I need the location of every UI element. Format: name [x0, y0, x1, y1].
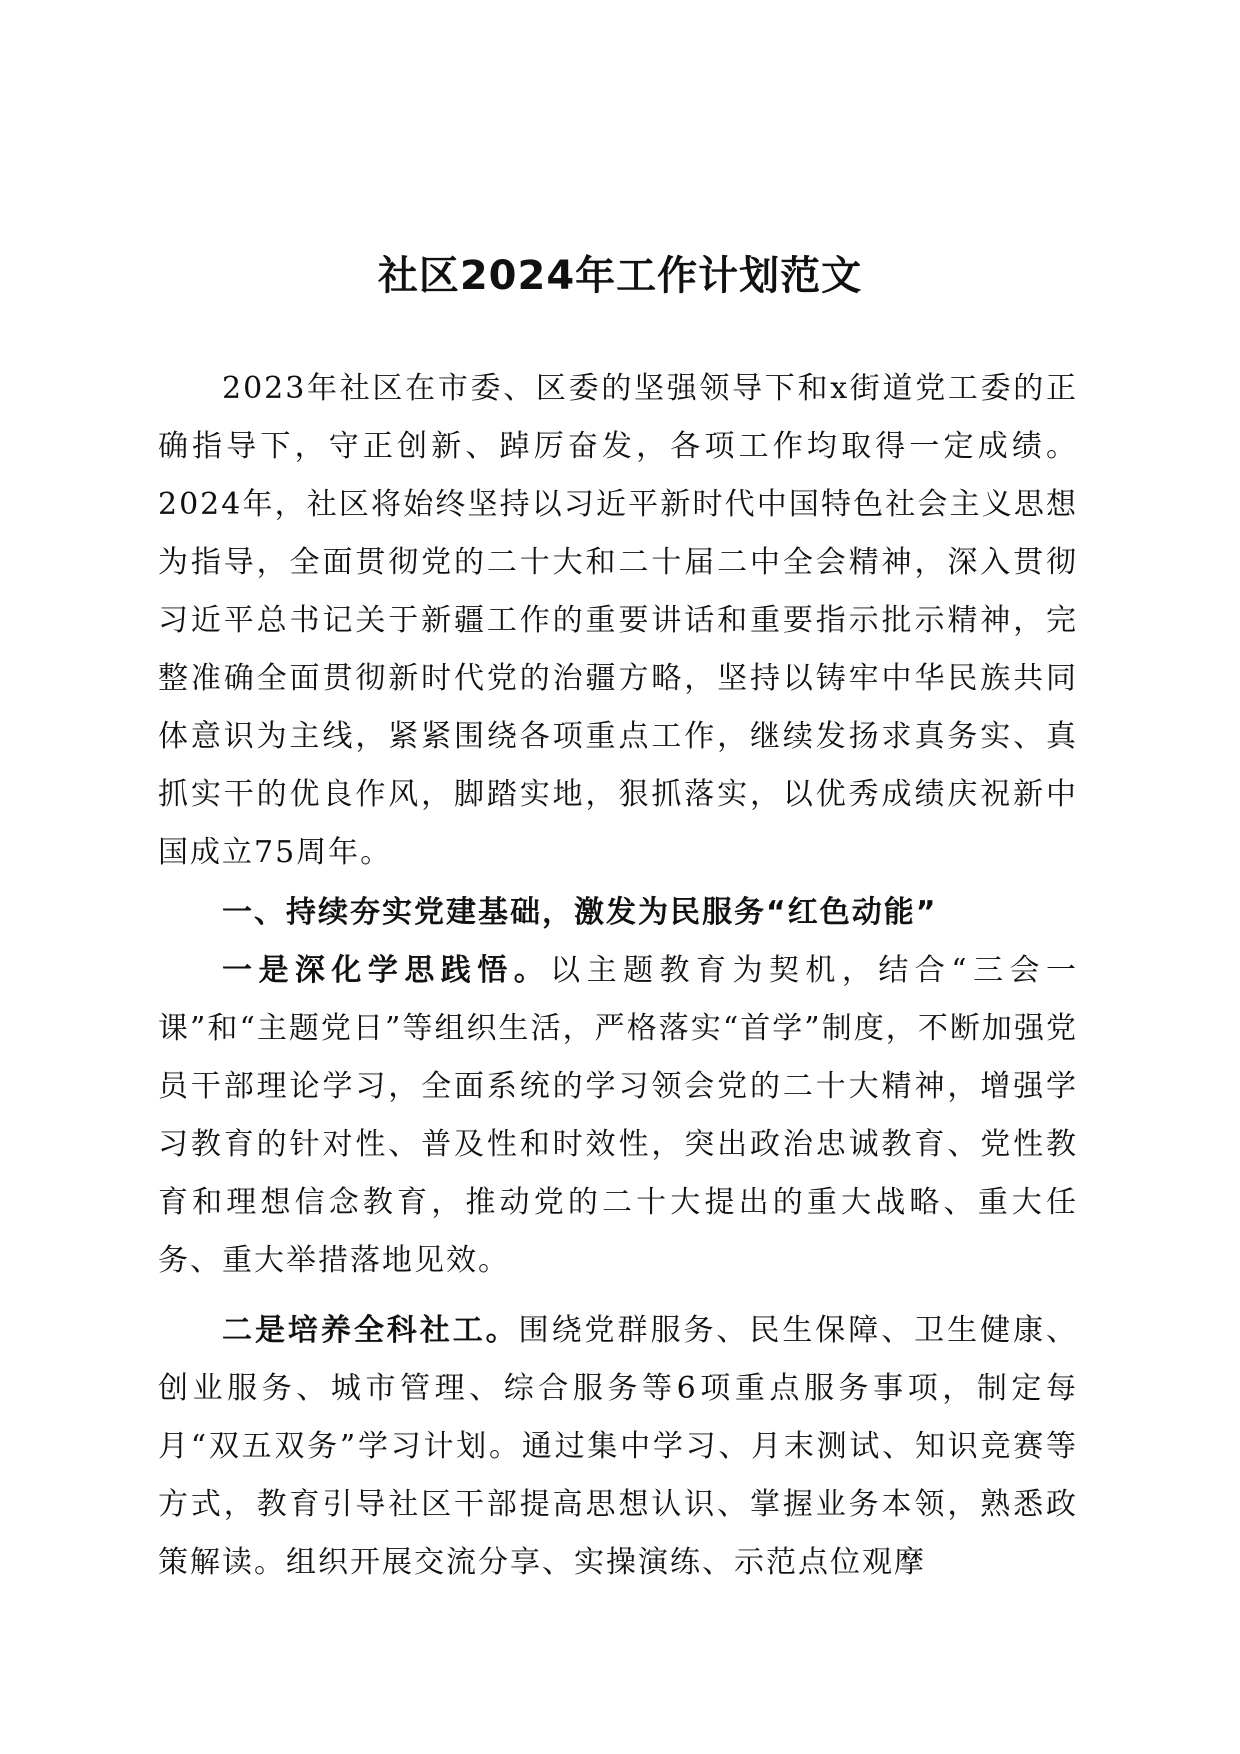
- paragraph-item-2: [158, 1302, 1078, 1592]
- item-2-lead: 二是培养全科社工。: [222, 1313, 519, 1348]
- item-1-text: 以主题教育为契机，结合“三会一课”和“主题党日”等组织生活，严格落实“首学”制度，不断加强党员干部理论学习，全面系统的学习领会党的二十大精神，增强学习教育的针对性、普及性和时效性，突出政治忠诚教育、党性教育和理想信念教育，推动党的二十大提出的重大战略、重大任务、重大举措落地见效。: [158, 953, 1078, 1278]
- section-heading: 一、持续夯实党建基础，激发为民服务“红色动能”: [222, 895, 938, 930]
- paragraph-item-1: [158, 942, 1078, 1290]
- document-title: 社区2024年工作计划范文: [377, 253, 863, 299]
- intro-paragraph: 2023年社区在市委、区委的坚强领导下和x街道党工委的正确指导下，守正创新、踔厉奋发，各项工作均取得一定成绩。2024年，社区将始终坚持以习近平新时代中国特色社会主义思想为指导，全面贯彻党的二十大和二十届二中全会精神，深入贯彻习近平总书记关于新疆工作的重要讲话和重要指示批示精神，完整准确全面贯彻新时代党的治疆方略，坚持以铸牢中华民族共同体意识为主线，紧紧围绕各项重点工作，继续发扬求真务实、真抓实干的优良作风，脚踏实地，狠抓落实，以优秀成绩庆祝新中国成立75周年。: [158, 371, 1078, 870]
- item-1-lead: 一是深化学思践悟。: [222, 953, 551, 988]
- item-2-text: 围绕党群服务、民生保障、卫生健康、创业服务、城市管理、综合服务等6项重点服务事项，制定每月“双五双务”学习计划。通过集中学习、月末测试、知识竞赛等方式，教育引导社区干部提高思想认识、掌握业务本领，熟悉政策解读。组织开展交流分享、实操演练、示范点位观摩: [158, 1313, 1079, 1580]
- document-body: [158, 360, 1078, 1592]
